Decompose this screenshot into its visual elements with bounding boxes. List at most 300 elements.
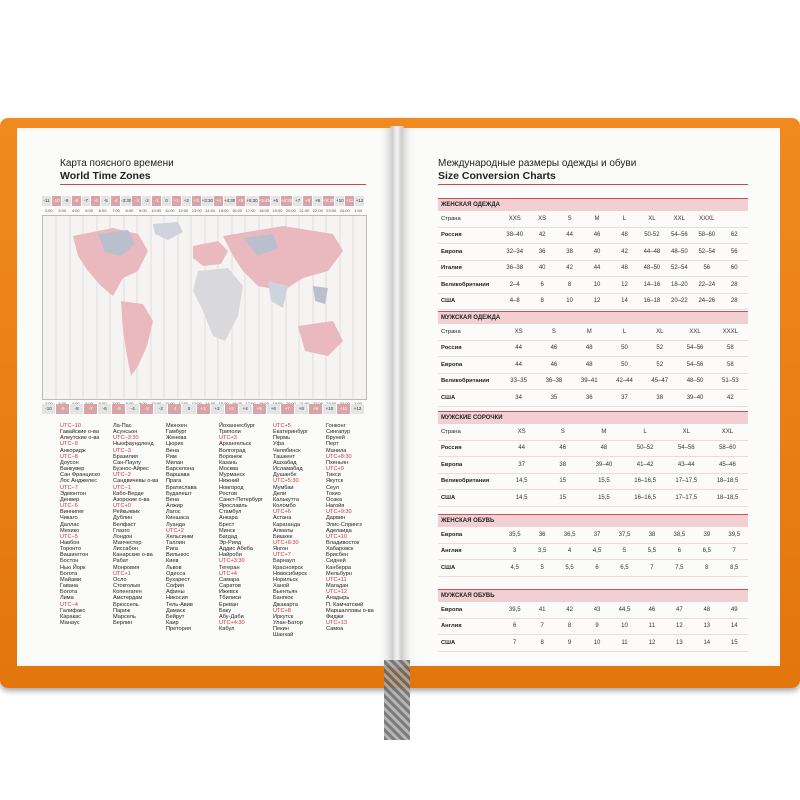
city-name: Манила: [326, 447, 347, 454]
city-name: Лиссабон: [113, 546, 138, 553]
size-cell: 17–17,5: [675, 478, 698, 485]
city-name: Никосия: [166, 595, 188, 602]
city-name: Триполи: [219, 429, 241, 436]
size-table-row: [438, 261, 748, 278]
city-name: Иркутск: [273, 613, 294, 620]
header-cell: XXL: [689, 328, 701, 335]
size-cell: 11: [648, 623, 656, 630]
city-name: Уфа: [273, 441, 285, 448]
city-name: Ростов: [219, 490, 237, 497]
city-name: Брест: [219, 521, 235, 528]
city-name: Гавана: [60, 583, 79, 590]
size-cell: 48: [585, 345, 593, 352]
city-name: Брисбен: [326, 552, 349, 559]
city-name: Киншаса: [166, 515, 189, 522]
city-name: Вильнюс: [166, 552, 190, 559]
size-cell: 24–26: [698, 298, 716, 305]
size-table: [438, 311, 748, 407]
country-cell: Европа: [441, 361, 463, 368]
city-name: Чикаго: [60, 515, 78, 522]
strip-cell: 24:00: [339, 208, 350, 213]
city-name: Воронеж: [219, 453, 242, 460]
city-name: Марсель: [113, 613, 136, 620]
size-table-row: [438, 635, 748, 652]
size-cell: 12: [621, 281, 628, 288]
size-cell: 15: [730, 639, 738, 646]
header-cell: L: [622, 328, 627, 335]
size-cell: 6,5: [702, 548, 711, 555]
city-name: Майами: [60, 576, 82, 583]
city-name: Ереван: [219, 601, 239, 608]
strip-cell: +5: [236, 196, 246, 206]
city-name: Астана: [273, 515, 292, 522]
size-cell: 36,5: [563, 531, 576, 538]
utc-offset-label: UTC−8: [60, 453, 78, 460]
city-name: Ижевск: [219, 589, 239, 596]
size-cell: 44: [515, 345, 522, 352]
city-name: Сеул: [326, 484, 340, 491]
size-cell: 42: [566, 606, 573, 613]
size-cell: 58: [726, 361, 734, 368]
size-cell: 44: [593, 265, 601, 272]
size-cell: 4,5: [592, 548, 602, 555]
city-column: [60, 423, 100, 626]
strip-cell: +9: [313, 196, 323, 206]
strip-cell: +2: [211, 404, 225, 414]
size-cell: 15: [559, 478, 567, 485]
header-cell: M: [586, 328, 592, 335]
size-cell: 39: [703, 531, 711, 538]
size-table-title: МУЖСКАЯ ОДЕЖДА: [438, 311, 748, 324]
utc-offset-label: UTC−3: [113, 447, 131, 454]
city-name: Цюрих: [166, 441, 184, 448]
size-cell: 22–24: [698, 281, 716, 288]
size-table-title: ЖЕНСКАЯ ОДЕЖДА: [438, 198, 748, 211]
strip-cell: +6: [267, 404, 281, 414]
city-name: Стокгольм: [113, 583, 141, 590]
size-cell: 2–4: [509, 281, 520, 288]
city-name: Ла-Пас: [113, 423, 132, 429]
utc-offset-label: UTC+4: [219, 570, 237, 577]
size-cell: 48: [585, 361, 593, 368]
city-column: [273, 423, 308, 638]
strip-cell: +10: [323, 404, 337, 414]
size-cell: 56: [730, 248, 738, 255]
city-name: Ташкент: [273, 453, 296, 460]
size-table-header-row: [438, 424, 748, 441]
city-name: Дарвин: [326, 515, 346, 522]
size-cell: 60: [730, 265, 738, 272]
utc-offset-label: UTC+7: [273, 552, 291, 559]
size-cell: 8: [705, 564, 709, 571]
city-name: Дели: [273, 490, 287, 497]
city-name: Элис-Спрингз: [326, 521, 362, 528]
strip-cell: 19:00: [272, 208, 283, 213]
city-name: Глазго: [113, 527, 130, 534]
size-cell: 6: [595, 564, 599, 571]
header-cell: XL: [656, 328, 664, 335]
city-name: Шанхай: [273, 632, 294, 639]
right-title-en: Size Conversion Charts: [438, 170, 556, 182]
size-cell: 18–18,5: [716, 478, 739, 485]
size-cell: 41: [538, 606, 546, 613]
city-name: Лондон: [113, 533, 133, 540]
city-name: Гонконг: [326, 423, 346, 429]
size-cell: 39,5: [508, 606, 521, 613]
city-name: Алеутские о-ва: [60, 435, 100, 442]
left-title-rule: [60, 184, 366, 185]
size-cell: 43–44: [677, 461, 695, 468]
utc-offset-label: UTC+3:30: [219, 558, 245, 565]
header-cell: S: [551, 328, 556, 335]
size-cell: 15,5: [598, 478, 610, 485]
strip-cell: -8: [70, 404, 84, 414]
city-name: Волгоград: [219, 447, 246, 454]
city-name: Исламабад: [273, 466, 303, 473]
size-cell: 14,5: [515, 494, 528, 501]
size-cell: 48: [621, 232, 628, 239]
size-cell: 52: [656, 361, 664, 368]
city-name: Магадан: [326, 583, 349, 590]
city-name: Алматы: [273, 527, 294, 534]
size-table-row: [438, 544, 748, 561]
strip-cell: -5: [112, 404, 126, 414]
utc-offset-label: UTC+0: [113, 503, 131, 510]
size-cell: 46: [550, 345, 558, 352]
city-name: Екатеринбург: [273, 429, 309, 436]
size-cell: 42: [726, 394, 734, 401]
city-name: Каракас: [60, 613, 82, 620]
header-cell: XXS: [508, 215, 521, 222]
city-name: Белфаст: [113, 521, 136, 528]
size-cell: 54–56: [671, 232, 688, 239]
country-cell: Англия: [441, 548, 462, 555]
city-name: Богота: [60, 570, 78, 577]
size-cell: 39,5: [728, 531, 741, 538]
utc-offset-label: UTC−10: [60, 423, 81, 429]
size-table-row: [438, 560, 748, 577]
strip-cell: -3:30: [121, 196, 132, 206]
size-cell: 56: [703, 265, 711, 272]
size-cell: 13: [703, 623, 711, 630]
country-cell: США: [441, 298, 456, 305]
utc-offset-label: UTC+6:30: [273, 539, 299, 546]
strip-cell: -2: [154, 404, 168, 414]
strip-cell: +1: [197, 404, 211, 414]
strip-cell: 15:00: [218, 208, 229, 213]
city-name: Багдад: [219, 533, 238, 540]
size-cell: 52: [656, 345, 664, 352]
city-name: Бруней: [326, 435, 345, 442]
size-cell: 3,5: [537, 548, 547, 555]
strip-cell: +4: [239, 404, 253, 414]
strip-cell: 2:00: [44, 208, 53, 213]
strip-cell: +7: [281, 404, 295, 414]
strip-cell: 0: [162, 196, 172, 206]
size-cell: 38: [566, 248, 573, 255]
city-name: Перт: [326, 441, 339, 448]
strip-cell: -1: [168, 404, 182, 414]
size-cell: 51–53: [721, 378, 739, 385]
size-cell: 48: [621, 265, 628, 272]
city-name: Даллас: [60, 521, 80, 528]
right-title-rule: [438, 184, 748, 185]
size-table-row: [438, 341, 748, 358]
strip-cell: +1: [172, 196, 182, 206]
strip-cell: 13:00: [191, 208, 202, 213]
city-name: Берлин: [113, 620, 133, 626]
size-table-row: [438, 390, 748, 407]
size-cell: 50-52: [644, 232, 660, 239]
right-title-ru: Международные размеры одежды и обуви: [438, 158, 637, 169]
city-name: Навбон: [60, 539, 80, 546]
city-name: Москва: [219, 466, 239, 473]
city-column: [219, 423, 263, 632]
size-cell: 9: [595, 623, 599, 630]
city-name: Галифакс: [60, 607, 86, 614]
city-name: Прага: [166, 478, 182, 485]
city-name: Тбилиси: [219, 595, 242, 602]
strip-cell: 11:00: [164, 208, 175, 213]
size-cell: 44: [566, 232, 573, 239]
strip-cell: 14:00: [205, 208, 216, 213]
city-name: Самоа: [326, 626, 344, 633]
size-cell: 4,5: [510, 564, 519, 571]
strip-cell: +11: [337, 404, 351, 414]
left-title-ru: Карта поясного времени: [60, 158, 174, 169]
city-column: [326, 423, 374, 632]
city-name: Караганда: [273, 521, 301, 528]
city-name: Тегеран: [219, 564, 240, 571]
strip-cell: -7: [82, 196, 92, 206]
strip-cell: +12: [355, 196, 365, 206]
size-cell: 35: [550, 394, 558, 401]
city-name: Бухарест: [166, 576, 190, 583]
city-name: Лос Анджелес: [60, 478, 98, 485]
size-table-row: [438, 228, 748, 245]
size-cell: 10: [621, 623, 628, 630]
right-page-title: [438, 158, 636, 182]
size-cell: 38: [559, 461, 567, 468]
strip-cell: -5: [101, 196, 111, 206]
size-cell: 11: [621, 639, 628, 646]
city-name: Самара: [219, 576, 240, 583]
size-cell: 44–48: [643, 248, 661, 255]
strip-cell: -6: [98, 404, 112, 414]
header-cell: Страна: [441, 428, 461, 435]
size-cell: 28: [730, 298, 738, 305]
size-table-row: [438, 244, 748, 261]
city-name: Аддис Абеба: [219, 546, 253, 553]
country-cell: Россия: [441, 445, 462, 452]
utc-offset-label: UTC+10: [326, 533, 347, 540]
city-name: Тикси: [326, 472, 341, 479]
size-table-row: [438, 527, 748, 544]
city-name: П. Камчатский: [326, 601, 364, 608]
city-name: Осло: [113, 576, 127, 583]
size-cell: 37,5: [618, 531, 631, 538]
city-name: Гамбург: [166, 429, 187, 436]
size-cell: 49: [730, 606, 738, 613]
size-cell: 8: [567, 281, 572, 288]
utc-offset-label: UTC−3:30: [113, 435, 139, 442]
strip-cell: -8: [72, 196, 82, 206]
size-cell: 8: [540, 298, 544, 305]
city-name: Богота: [60, 589, 78, 596]
strip-cell: -4: [111, 196, 121, 206]
city-name: Львов: [166, 564, 182, 571]
size-cell: 42–44: [616, 378, 633, 385]
utc-offset-label: UTC+5: [273, 423, 291, 429]
size-cell: 45–46: [719, 461, 736, 468]
size-cell: 32–34: [506, 248, 524, 255]
strip-cell: 10:00: [151, 208, 162, 213]
city-name: Мехико: [60, 527, 80, 534]
strip-cell: +5:45: [259, 196, 271, 206]
size-cell: 5: [622, 548, 627, 555]
strip-cell: +11: [345, 196, 355, 206]
city-name: Мурманск: [219, 472, 245, 479]
strip-cell: +4: [214, 196, 224, 206]
country-cell: Великобритания: [441, 378, 490, 385]
size-cell: 62: [730, 232, 738, 239]
header-cell: XS: [538, 215, 547, 222]
strip-cell: -10: [52, 196, 62, 206]
header-cell: S: [567, 215, 572, 222]
size-table-header-row: [438, 211, 748, 228]
size-table-row: [438, 474, 748, 491]
size-cell: 15: [559, 494, 567, 501]
city-name: Мумбаи: [273, 484, 294, 491]
city-name: Эр-Рияд: [219, 539, 242, 546]
city-name: Сандвичевы о-ва: [113, 478, 159, 485]
size-cell: 45–47: [651, 378, 669, 385]
size-cell: 39–40: [595, 461, 613, 468]
size-cell: 6: [513, 623, 517, 630]
strip-cell: -9: [62, 196, 72, 206]
country-cell: Европа: [441, 248, 463, 255]
size-cell: 46: [648, 606, 656, 613]
city-name: Алжир: [166, 503, 183, 510]
city-name: Гавайские о-ва: [60, 429, 99, 436]
size-cell: 41–42: [636, 461, 654, 468]
city-name: Рейкьявик: [113, 509, 140, 516]
city-name: Новгород: [219, 484, 244, 491]
strip-cell: +3: [225, 404, 239, 414]
size-cell: 8: [567, 623, 572, 630]
strip-cell: 23:00: [326, 208, 337, 213]
city-name: Милан: [166, 459, 184, 466]
city-name: Кабул: [219, 626, 235, 633]
city-name: Копенгаген: [113, 589, 142, 596]
size-cell: 16–18: [643, 298, 661, 305]
size-cell: 6: [540, 281, 544, 288]
city-name: София: [166, 583, 184, 590]
strip-cell: +10: [335, 196, 345, 206]
strip-cell: +6: [271, 196, 281, 206]
country-cell: США: [441, 494, 456, 501]
size-cell: 46: [593, 232, 601, 239]
city-name: Ярославль: [219, 503, 248, 510]
city-name: Мельбурн: [326, 570, 352, 577]
city-name: Асунсьон: [113, 429, 138, 436]
size-cell: 6,5: [620, 564, 629, 571]
city-name: Бангкок: [273, 595, 293, 602]
strip-cell: 5:00: [85, 208, 93, 213]
city-name: Нагойя: [326, 503, 345, 510]
city-name: Янгон: [273, 546, 289, 553]
strip-cell: -6: [91, 196, 101, 206]
utc-offset-label: UTC+2: [166, 527, 184, 534]
city-name: Канарские о-ва: [113, 552, 153, 559]
city-name: Афины: [166, 589, 185, 596]
size-cell: 58: [726, 345, 734, 352]
size-cell: 37: [518, 461, 525, 468]
timezone-strip-bottom: [42, 404, 365, 414]
city-name: Монровия: [113, 564, 140, 571]
city-name: Джакарта: [273, 601, 298, 608]
city-name: Аделаида: [326, 527, 352, 534]
city-name: Каир: [166, 620, 179, 626]
city-name: Казань: [219, 459, 237, 466]
city-name: Пермь: [273, 435, 291, 442]
left-title-en: World Time Zones: [60, 170, 151, 182]
size-cell: 16–16,5: [634, 494, 656, 501]
utc-offset-label: UTC+1: [113, 570, 131, 577]
city-name: Анадырь: [326, 595, 350, 602]
size-cell: 38,5: [673, 531, 686, 538]
city-name: Таллин: [166, 539, 186, 546]
strip-cell: +3:30: [202, 196, 214, 206]
city-name: Барселона: [166, 466, 195, 473]
size-table-title: ЖЕНСКАЯ ОБУВЬ: [438, 514, 748, 527]
size-cell: 14: [621, 298, 628, 305]
utc-offset-label: UTC+12: [326, 589, 347, 596]
city-name: Луанда: [166, 521, 186, 528]
size-cell: 37: [621, 394, 628, 401]
utc-offset-label: UTC−1: [113, 484, 131, 491]
city-name: Сидней: [326, 558, 346, 565]
city-name: Денвер: [60, 496, 80, 503]
strip-cell: 9:00: [139, 208, 147, 213]
strip-cell: +8: [303, 196, 313, 206]
city-name: Минск: [219, 527, 236, 534]
city-name: Париж: [113, 607, 131, 614]
city-name: Владивосток: [326, 539, 360, 546]
city-name: Бишкек: [273, 533, 293, 540]
city-name: Будапешт: [166, 490, 192, 497]
size-cell: 47: [676, 606, 683, 613]
country-cell: Англия: [441, 623, 462, 630]
size-cell: 48: [703, 606, 711, 613]
utc-offset-label: UTC−4: [60, 601, 78, 608]
size-cell: 12: [593, 298, 601, 305]
city-name: Буэнос-Айрес: [113, 466, 149, 473]
strip-cell: +9: [309, 404, 323, 414]
city-name: Бостон: [60, 558, 79, 565]
timezone-strip-top: [42, 196, 365, 206]
size-cell: 42: [566, 265, 573, 272]
header-cell: XS: [514, 328, 523, 335]
utc-offset-label: UTC−7: [60, 484, 78, 491]
strip-cell: 0: [182, 404, 196, 414]
city-name: Азорские о-ва: [113, 496, 150, 503]
city-name: Пекин: [273, 626, 289, 633]
city-name: Варшава: [166, 472, 190, 479]
size-cell: 15,5: [598, 494, 610, 501]
city-name: Вена: [166, 496, 180, 503]
city-name: Новосибирск: [273, 570, 307, 577]
